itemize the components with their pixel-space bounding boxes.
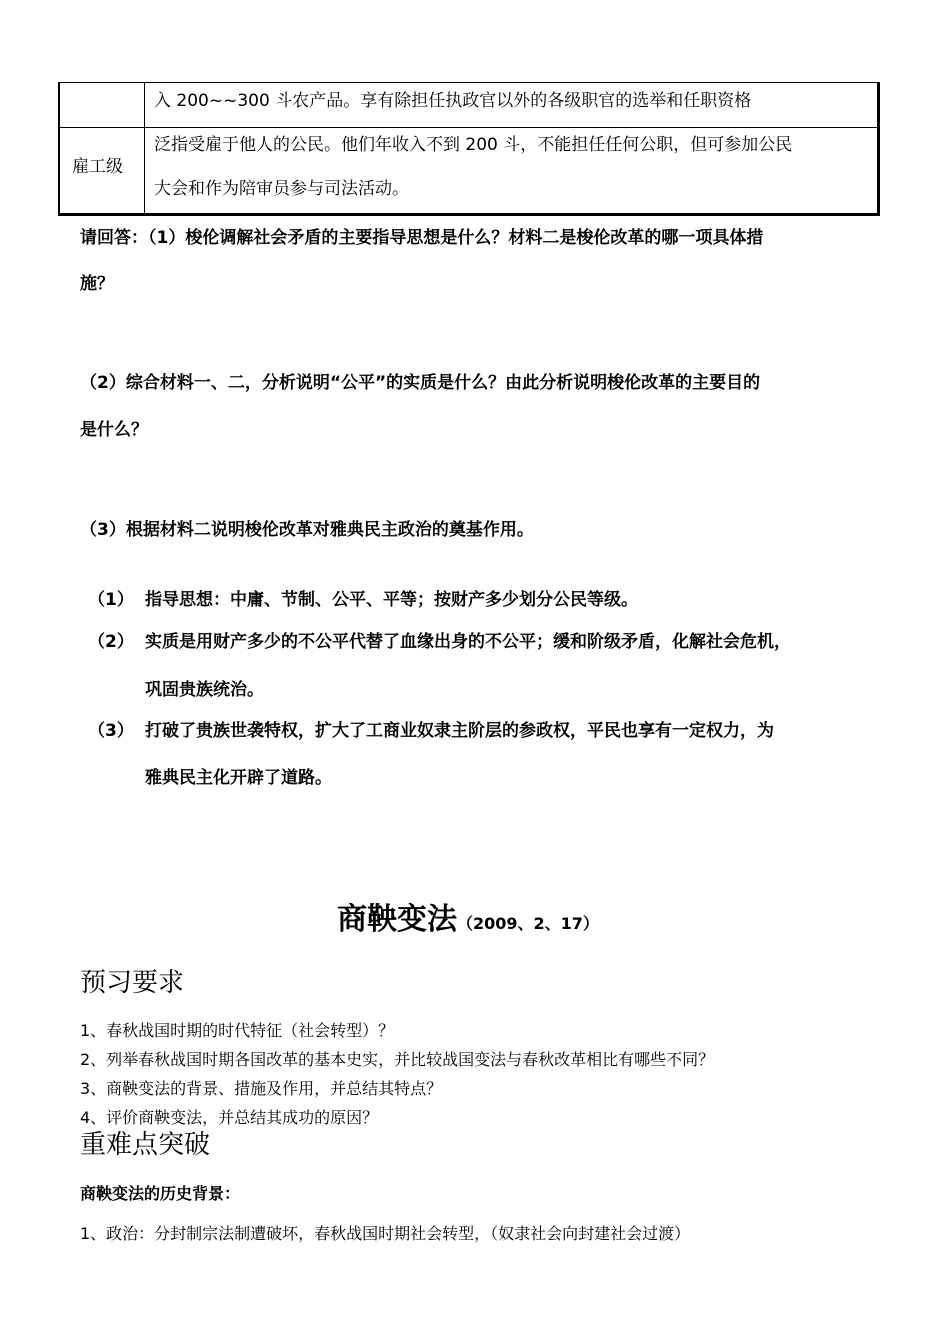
answer-2-line2: 巩固贵族统治。 (145, 680, 264, 700)
social-class-table (58, 82, 880, 216)
preview-item-1: 1、春秋战国时期的时代特征（社会转型）？ (80, 1021, 395, 1040)
preview-heading: 预习要求 (80, 968, 185, 998)
section-title-text: 商鞅变法 (337, 902, 457, 937)
preview-item-3: 3、商鞅变法的背景、措施及作用，并总结其特点？ (80, 1079, 443, 1098)
question-intro-line1: 请回答：（1）梭伦调解社会矛盾的主要指导思想是什么？材料二是梭伦改革的哪一项具体措 (80, 228, 764, 248)
background-heading: 商鞅变法的历史背景： (80, 1184, 241, 1203)
table-row1-text: 入 200~~300 斗农产品。享有除担任执政官以外的各级职官的选举和任职资格 (154, 91, 752, 111)
question-2-line2: 是什么？ (80, 420, 148, 440)
table-row2-text-line2: 大会和作为陪审员参与司法活动。 (154, 179, 409, 199)
answer-2-line1: 实质是用财产多少的不公平代替了血缘出身的不公平；缓和阶级矛盾，化解社会危机， (145, 632, 791, 652)
answer-3-line2: 雅典民主化开辟了道路。 (145, 768, 332, 788)
answer-2-number: （2） (88, 632, 134, 652)
background-item-1: 1、政治：分封制宗法制遭破坏，春秋战国时期社会转型，（奴隶社会向封建社会过渡） (80, 1224, 691, 1243)
answer-1-number: （1） (88, 590, 134, 610)
answer-3-line1: 打破了贵族世袭特权，扩大了工商业奴隶主阶层的参政权，平民也享有一定权力，为 (145, 721, 774, 741)
table-row2-text-line1: 泛指受雇于他人的公民。他们年收入不到 200 斗，不能担任任何公职，但可参加公民 (154, 135, 793, 155)
section-title-date: （2009、2、17） (457, 914, 599, 933)
answer-3-number: （3） (88, 721, 134, 741)
preview-item-4: 4、评价商鞅变法，并总结其成功的原因？ (80, 1108, 379, 1127)
key-points-heading: 重难点突破 (80, 1130, 211, 1160)
section-title (337, 900, 599, 940)
table-row-divider (60, 127, 877, 128)
answer-1-line1: 指导思想：中庸、节制、公平、平等；按财产多少划分公民等级。 (145, 590, 638, 610)
question-intro-line2: 施？ (80, 274, 114, 294)
table-column-divider (144, 83, 145, 213)
question-3: （3）根据材料二说明梭伦改革对雅典民主政治的奠基作用。 (80, 520, 534, 540)
question-2-line1: （2）综合材料一、二，分析说明“公平”的实质是什么？由此分析说明梭伦改革的主要目的 (80, 373, 761, 393)
preview-item-2: 2、列举春秋战国时期各国改革的基本史实，并比较战国变法与春秋改革相比有哪些不同？ (80, 1050, 715, 1069)
table-row2-label: 雇工级 (72, 157, 123, 177)
